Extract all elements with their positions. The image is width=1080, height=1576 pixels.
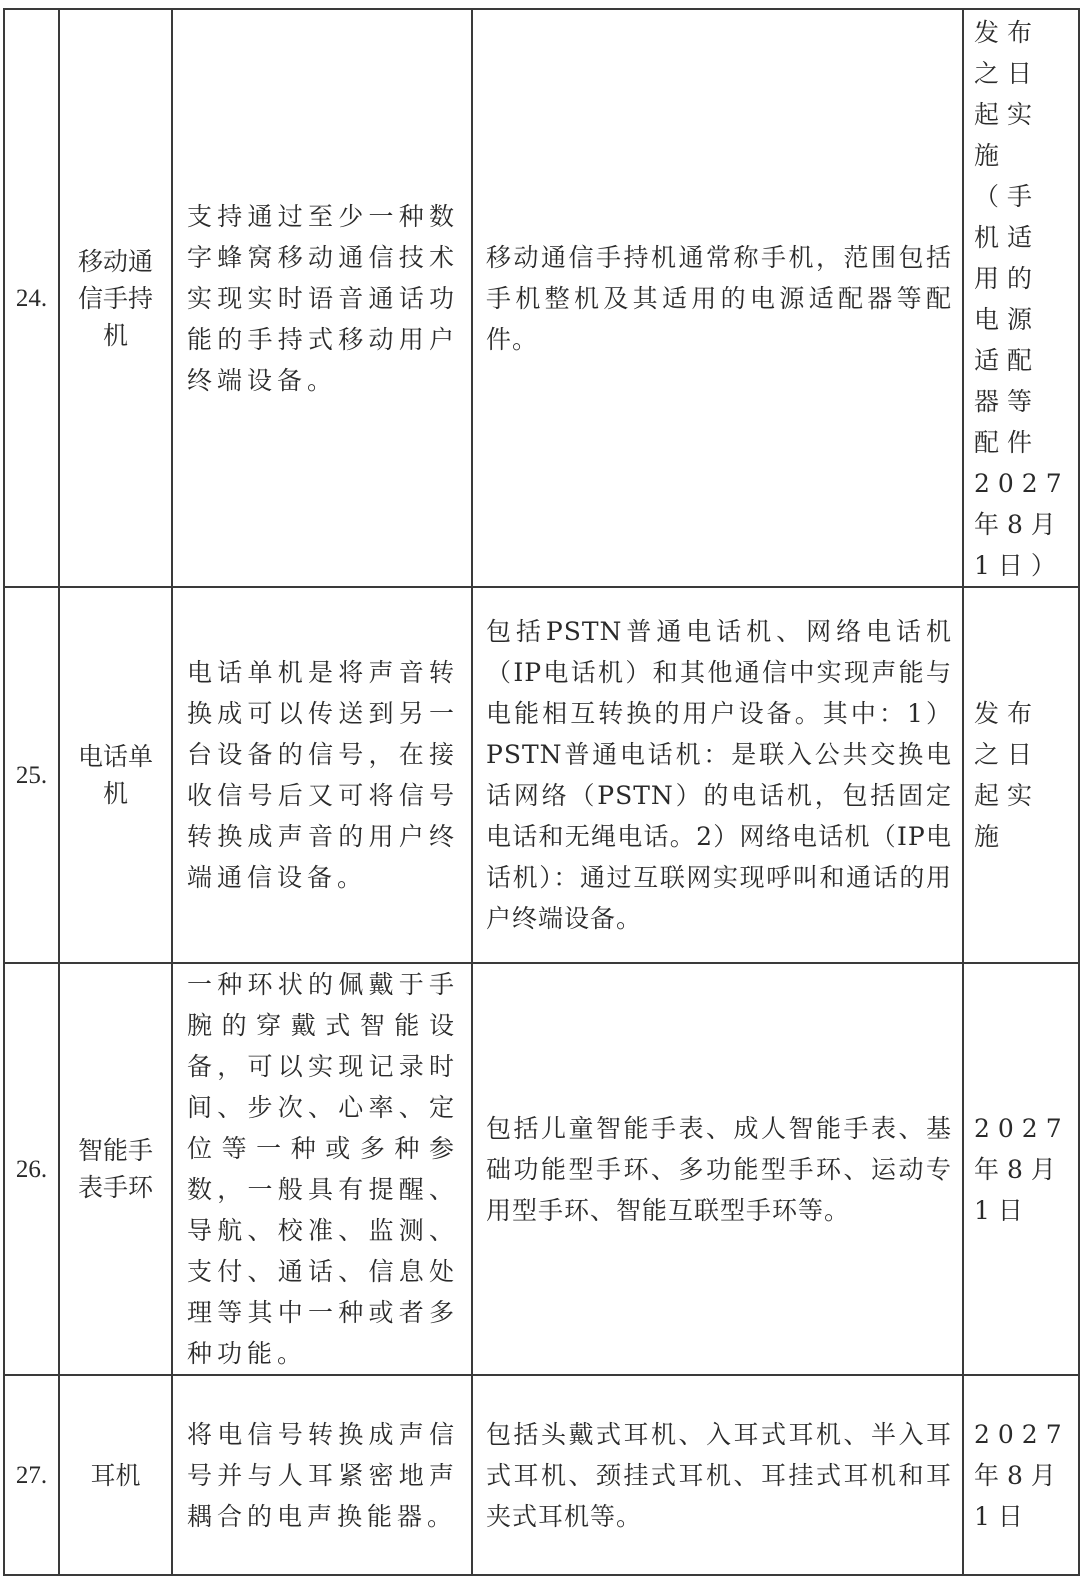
product-definition: 支持通过至少一种数字蜂窝移动通信技术实现实时语音通话功能的手持式移动用户终端设备。 (172, 9, 472, 587)
product-definition: 一种环状的佩戴于手腕的穿戴式智能设备，可以实现记录时间、步次、心率、定位等一种或多种参数，一般具有提醒、导航、校准、监测、支付、通话、信息处理等其中一种或者多种功能。 (172, 963, 472, 1375)
product-scope: 包括PSTN普通电话机、网络电话机（IP电话机）和其他通信中实现声能与电能相互转换的用户设备。其中：1）PSTN普通电话机：是联入公共交换电话网络（PSTN）的电话机，包括固定电话和无绳电话。2）网络电话机（IP电话机）：通过互联网实现呼叫和通话的用户终端设备。 (472, 587, 963, 963)
effective-date: 2027年8月1日 (963, 1375, 1079, 1575)
table-row (4, 587, 1079, 963)
product-definition: 将电信号转换成声信号并与人耳紧密地声耦合的电声换能器。 (172, 1375, 472, 1575)
row-number: 26. (4, 963, 59, 1375)
product-name: 电话单机 (59, 587, 172, 963)
catalog-table-container (3, 8, 1078, 1576)
row-number: 27. (4, 1375, 59, 1575)
effective-date: 发布之日起实施 (963, 587, 1079, 963)
row-number: 24. (4, 9, 59, 587)
product-catalog-table (3, 8, 1080, 1576)
table-row (4, 9, 1079, 587)
effective-date: 2027年8月1日 (963, 963, 1079, 1375)
product-name: 耳机 (59, 1375, 172, 1575)
row-number: 25. (4, 587, 59, 963)
product-name: 智能手表手环 (59, 963, 172, 1375)
effective-date: 发布之日起实施（手机适用的电源适配器等配件2027年8月1日） (963, 9, 1079, 587)
table-row (4, 1375, 1079, 1575)
product-scope: 包括头戴式耳机、入耳式耳机、半入耳式耳机、颈挂式耳机、耳挂式耳机和耳夹式耳机等。 (472, 1375, 963, 1575)
table-row (4, 963, 1079, 1375)
product-scope: 移动通信手持机通常称手机，范围包括手机整机及其适用的电源适配器等配件。 (472, 9, 963, 587)
product-definition: 电话单机是将声音转换成可以传送到另一台设备的信号，在接收信号后又可将信号转换成声音的用户终端通信设备。 (172, 587, 472, 963)
product-scope: 包括儿童智能手表、成人智能手表、基础功能型手环、多功能型手环、运动专用型手环、智能互联型手环等。 (472, 963, 963, 1375)
product-name: 移动通信手持机 (59, 9, 172, 587)
